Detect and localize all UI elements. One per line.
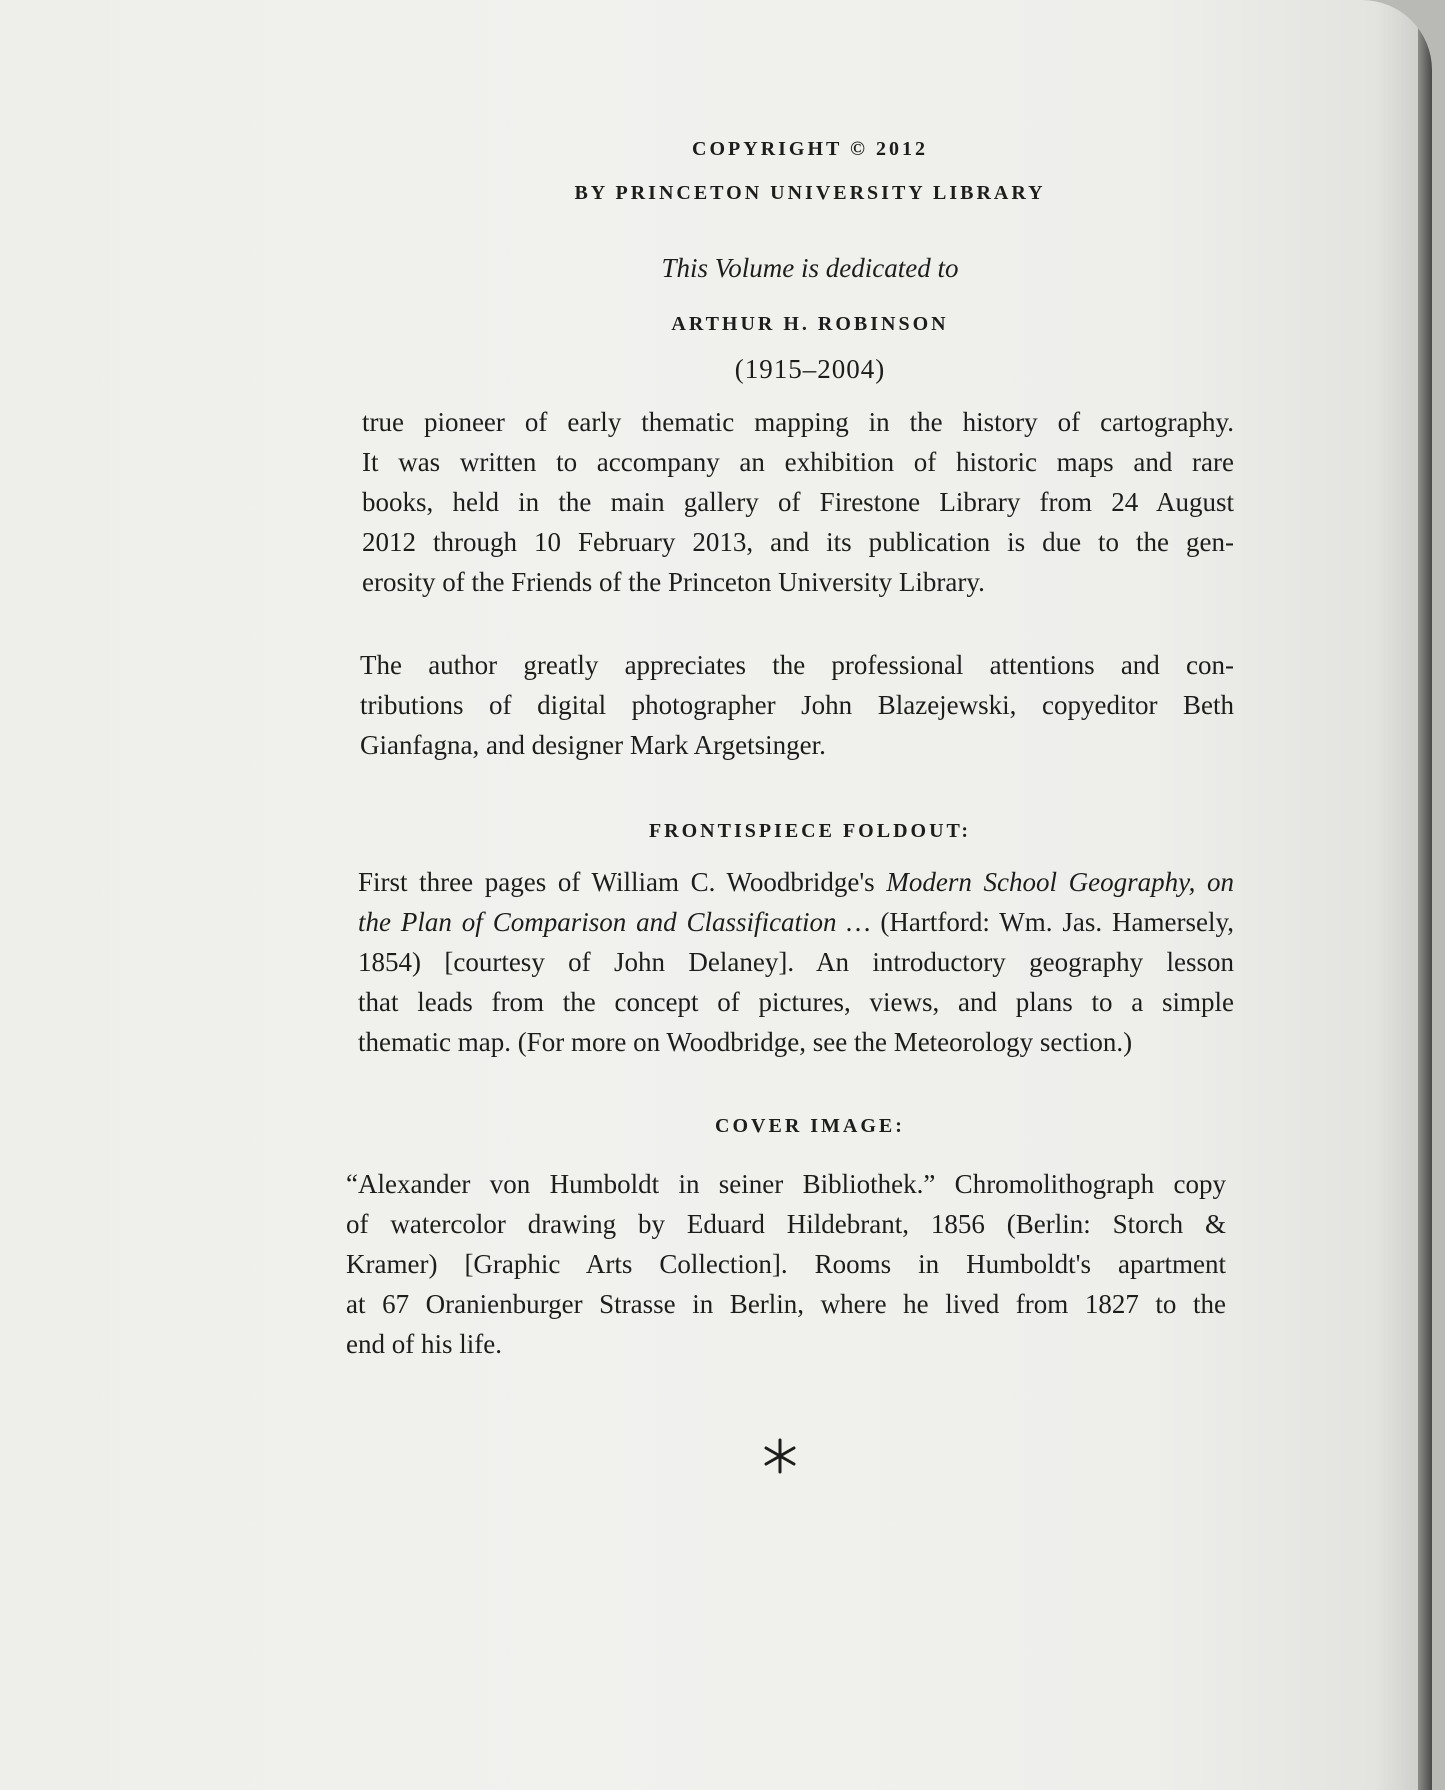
text-line: at 67 Oranienburger Strasse in Berlin, where he lived from 1827 to the xyxy=(346,1289,1226,1319)
text-line xyxy=(358,902,1234,942)
frontispiece-paragraph xyxy=(358,862,1234,1062)
text-roman: (Hartford: Wm. Jas. Hamersely, xyxy=(870,907,1234,937)
text-line: Gianfagna, and designer Mark Argetsinger. xyxy=(360,730,826,760)
book-title-italic: the Plan of Comparison and Classification … xyxy=(358,907,871,937)
dedication-name: ARTHUR H. ROBINSON xyxy=(671,313,949,335)
dedication-intro: This Volume is dedicated to xyxy=(661,253,959,283)
cover-image-paragraph xyxy=(346,1164,1226,1364)
text-line: “Alexander von Humboldt in seiner Bibliothek.” Chromolithograph copy xyxy=(346,1169,1226,1199)
text-line: end of his life. xyxy=(346,1329,502,1359)
text-line: erosity of the Friends of the Princeton University Library. xyxy=(362,567,985,597)
text-line: that leads from the concept of pictures, views, and plans to a simple xyxy=(358,987,1234,1017)
dedication-years: (1915–2004) xyxy=(734,354,886,384)
text-line: true pioneer of early thematic mapping in the history of cartography. xyxy=(362,407,1234,437)
text-line: 2012 through 10 February 2013, and its publication is due to the gen- xyxy=(362,527,1234,557)
text-line: The author greatly appreciates the professional attentions and con- xyxy=(360,650,1234,680)
intro-paragraph xyxy=(362,402,1234,602)
book-title-italic: Modern School Geography, on xyxy=(886,867,1234,897)
asterisk-ornament-icon xyxy=(760,1436,800,1476)
publisher-line: BY PRINCETON UNIVERSITY LIBRARY xyxy=(574,182,1046,204)
text-line xyxy=(358,862,1234,902)
text-line: Kramer) [Graphic Arts Collection]. Rooms in Humboldt's apartment xyxy=(346,1249,1226,1279)
text-line: thematic map. (For more on Woodbridge, see the Meteorology section.) xyxy=(358,1027,1133,1057)
copyright-line: COPYRIGHT © 2012 xyxy=(692,138,928,160)
cover-image-heading: COVER IMAGE: xyxy=(715,1115,905,1137)
acknowledgement-paragraph xyxy=(360,645,1234,765)
text-line: books, held in the main gallery of Firestone Library from 24 August xyxy=(362,487,1234,517)
text-line: 1854) [courtesy of John Delaney]. An introductory geography lesson xyxy=(358,947,1234,977)
text-roman: First three pages of William C. Woodbridge's xyxy=(358,867,887,897)
text-line: tributions of digital photographer John Blazejewski, copyeditor Beth xyxy=(360,690,1234,720)
frontispiece-heading: FRONTISPIECE FOLDOUT: xyxy=(648,820,972,842)
text-line: It was written to accompany an exhibition of historic maps and rare xyxy=(362,447,1234,477)
text-line: of watercolor drawing by Eduard Hildebrant, 1856 (Berlin: Storch & xyxy=(346,1209,1226,1239)
